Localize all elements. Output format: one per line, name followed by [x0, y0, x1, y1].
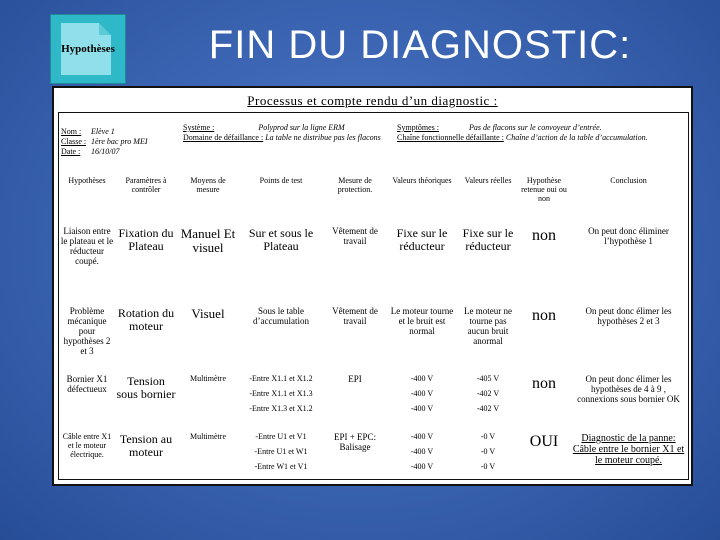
- name-label: Nom :: [61, 127, 82, 136]
- real-value-cell: Le moteur ne tourne pas aucun bruit anormal: [464, 306, 512, 346]
- diagnostic-table-frame: [58, 112, 689, 480]
- parameter-cell: Tension sous bornier: [116, 374, 176, 402]
- header-parameters: Paramètres à contrôler: [125, 176, 167, 194]
- hypothesis-cell: Problème mécanique pour hypothèses 2 et 3: [63, 306, 111, 356]
- date-value: 16/10/07: [91, 147, 120, 156]
- system-value: Polyprod sur la ligne ERM: [258, 123, 345, 132]
- header-retained: Hypothèse retenue oui ou non: [521, 176, 567, 203]
- conclusion-cell: On peut donc éliminer l’hypothèse 1: [588, 226, 669, 246]
- diagnostic-table: [59, 175, 688, 481]
- class-value: 1ère bac pro MEI: [91, 137, 148, 146]
- theoretical-cell: Le moteur tourne et le bruit est normal: [390, 306, 454, 336]
- test-point-line: -Entre X1.3 et X1.2: [249, 403, 313, 413]
- value-line: -402 V: [476, 388, 500, 398]
- header-test-points: Points de test: [259, 176, 303, 185]
- value-line: -400 V: [410, 403, 434, 413]
- header-row: [59, 175, 688, 225]
- value-line: -0 V: [480, 446, 496, 456]
- hypothesis-cell: Bornier X1 défectueux: [66, 374, 108, 394]
- value-line: -400 V: [410, 374, 434, 383]
- value-line: -0 V: [480, 432, 496, 441]
- value-line: -0 V: [480, 461, 496, 471]
- header-theoretical-values: Valeurs théoriques: [392, 176, 452, 185]
- parameter-cell: Fixation du Plateau: [118, 226, 174, 254]
- table-row: [59, 225, 688, 305]
- conclusion-cell: On peut donc élimer les hypothèses de 4 à 9 , connexions sous bornier OK: [577, 374, 680, 404]
- domain-label: Domaine de défaillance :: [183, 133, 264, 142]
- means-cell: Multimètre: [190, 374, 226, 383]
- header-protection: Mesure de protection.: [337, 176, 373, 194]
- header-real-values: Valeurs réelles: [464, 176, 512, 185]
- test-point-line: -Entre W1 et V1: [254, 461, 308, 471]
- protection-cell: Vêtement de travail: [332, 306, 378, 326]
- real-value-cell: Fixe sur le réducteur: [462, 226, 514, 254]
- name-value: Elève 1: [91, 127, 115, 136]
- symptom-info: [397, 123, 687, 143]
- hypotheses-link-label: Hypothèses: [61, 43, 115, 55]
- conclusion-cell: On peut donc élimer les hypothèses 2 et 3: [585, 306, 672, 326]
- theoretical-cell: Fixe sur le réducteur: [396, 226, 448, 254]
- protection-cell: EPI + EPC: Balisage: [333, 432, 377, 452]
- header-conclusion: Conclusion: [610, 176, 647, 185]
- test-point-cell: [239, 373, 323, 431]
- system-info: [183, 123, 393, 143]
- test-point-line: -Entre U1 et V1: [255, 432, 307, 441]
- real-value-cell: [457, 431, 519, 481]
- protection-cell: EPI: [348, 374, 362, 384]
- value-line: -402 V: [476, 403, 500, 413]
- theoretical-cell: [387, 373, 457, 431]
- test-point-cell: [239, 431, 323, 481]
- table-row: [59, 431, 688, 481]
- real-value-cell: [457, 373, 519, 431]
- test-point-line: -Entre U1 et W1: [254, 446, 308, 456]
- system-label: Système :: [183, 123, 215, 132]
- value-line: -400 V: [410, 388, 434, 398]
- slide-title: FIN DU DIAGNOSTIC:: [208, 23, 632, 67]
- value-line: -405 V: [476, 374, 500, 383]
- diagnostic-sheet: [52, 86, 693, 486]
- class-label: Classe :: [61, 137, 87, 146]
- domain-value: La table ne distribue pas les flacons: [265, 133, 381, 142]
- test-point-cell: Sous le table d’accumulation: [253, 306, 309, 326]
- theoretical-cell: [387, 431, 457, 481]
- means-cell: Manuel Et visuel: [180, 226, 236, 256]
- test-point-line: -Entre X1.1 et X1.2: [249, 374, 313, 383]
- retained-cell: OUI: [529, 433, 559, 450]
- value-line: -400 V: [410, 432, 434, 441]
- retained-cell: non: [532, 307, 556, 324]
- student-info: [61, 127, 171, 157]
- protection-cell: Vêtement de travail: [332, 226, 378, 246]
- table-row: [59, 373, 688, 431]
- date-label: Date :: [61, 147, 81, 156]
- hypothesis-cell: Câble entre X1 et le moteur électrique.: [62, 432, 112, 459]
- hypothesis-cell: Liaison entre le plateau et le réducteur coupé.: [60, 226, 114, 266]
- retained-cell: non: [532, 375, 556, 392]
- page-fold: [99, 23, 111, 35]
- header-measure-means: Moyens de mesure: [190, 176, 226, 194]
- test-point-cell: Sur et sous le Plateau: [248, 226, 314, 254]
- conclusion-cell: Diagnostic de la panne: Câble entre le bornier X1 et le moteur coupé.: [572, 433, 685, 466]
- value-line: -400 V: [410, 446, 434, 456]
- table-row: [59, 305, 688, 373]
- parameter-cell: Tension au moteur: [119, 432, 173, 460]
- parameter-cell: Rotation du moteur: [117, 306, 175, 334]
- document-icon[interactable]: [50, 14, 126, 84]
- chain-label: Chaîne fonctionnelle défaillante :: [397, 133, 504, 142]
- test-point-line: -Entre X1.1 et X1.3: [249, 388, 313, 398]
- retained-cell: non: [532, 227, 556, 244]
- chain-value: Chaîne d’action de la table d’accumulation.: [505, 133, 648, 142]
- means-cell: Multimètre: [190, 432, 226, 441]
- header-hypotheses: Hypothèses: [68, 176, 106, 185]
- symptoms-value: Pas de flacons sur le convoyeur d’entrée.: [469, 123, 602, 132]
- value-line: -400 V: [410, 461, 434, 471]
- means-cell: Visuel: [191, 306, 225, 321]
- sheet-heading: Processus et compte rendu d’un diagnostic :: [247, 93, 498, 108]
- symptoms-label: Symptômes :: [397, 123, 440, 132]
